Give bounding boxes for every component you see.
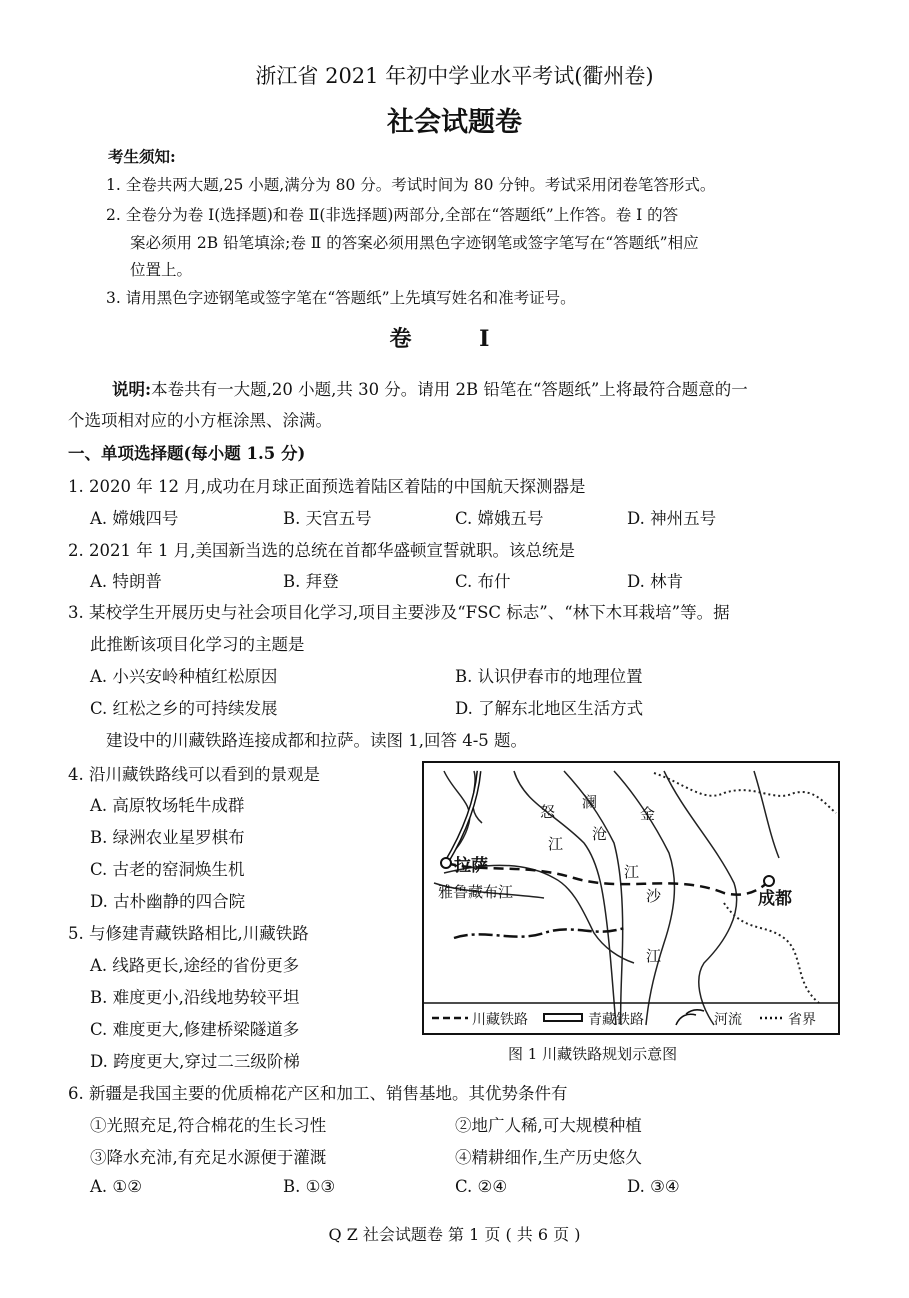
label-lancang-1: 澜 xyxy=(582,793,598,811)
q4-option-a: A. 高原牧场牦牛成群 xyxy=(90,796,245,815)
q5-stem: 5. 与修建青藏铁路相比,川藏铁路 xyxy=(68,924,309,943)
q6-option-b: B. ①③ xyxy=(283,1177,336,1196)
q3-option-b: B. 认识伊春市的地理位置 xyxy=(455,667,643,686)
part-title: 一、单项选择题(每小题 1.5 分) xyxy=(68,444,306,463)
q1-option-a: A. 嫦娥四号 xyxy=(90,509,179,528)
label-jinsha-1: 金 xyxy=(640,805,656,823)
boundary-line xyxy=(454,928,624,938)
q5-option-b: B. 难度更小,沿线地势较平坦 xyxy=(90,988,300,1007)
q6-item-4: ④精耕细作,生产历史悠久 xyxy=(455,1148,642,1167)
section-title: 卷 Ⅰ xyxy=(389,326,520,352)
q2-option-a: A. 特朗普 xyxy=(90,572,162,591)
q4-option-c: C. 古老的窑洞焕生机 xyxy=(90,860,245,879)
label-chengdu: 成都 xyxy=(758,889,792,909)
label-jinsha-2: 沙 xyxy=(646,887,662,905)
label-lancang-3: 江 xyxy=(624,863,640,881)
section-desc-line-1 xyxy=(112,376,748,400)
label-lancang-2: 沧 xyxy=(592,825,608,843)
q2-stem: 2. 2021 年 1 月,美国新当选的总统在首都华盛顿宣誓就职。该总统是 xyxy=(68,541,575,560)
desc-label: 说明: xyxy=(112,380,152,399)
page-footer: Q Z 社会试题卷 第 1 页 ( 共 6 页 ) xyxy=(328,1225,581,1244)
q2-option-d: D. 林肯 xyxy=(627,572,684,591)
q6-item-2: ②地广人稀,可大规模种植 xyxy=(455,1116,642,1135)
q3-option-d: D. 了解东北地区生活方式 xyxy=(455,699,644,718)
label-nu-2: 江 xyxy=(548,835,564,853)
q4-stem: 4. 沿川藏铁路线可以看到的景观是 xyxy=(68,765,320,784)
section-desc-line-2: 个选项相对应的小方框涂黑、涂满。 xyxy=(68,411,332,430)
q1-option-c: C. 嫦娥五号 xyxy=(455,509,544,528)
figure-caption: 图 1 川藏铁路规划示意图 xyxy=(508,1045,678,1063)
label-yarlung: 雅鲁藏布江 xyxy=(438,883,514,901)
q5-option-d: D. 跨度更大,穿过二三级阶梯 xyxy=(90,1052,300,1071)
label-jinsha-3: 江 xyxy=(646,947,662,965)
intro-q4-q5: 建设中的川藏铁路连接成都和拉萨。读图 1,回答 4-5 题。 xyxy=(106,731,528,750)
q1-stem: 1. 2020 年 12 月,成功在月球正面预选着陆区着陆的中国航天探测器是 xyxy=(68,477,586,496)
lhasa-marker xyxy=(441,858,451,868)
exam-title: 浙江省 2021 年初中学业水平考试(衢州卷) xyxy=(255,64,654,88)
q3-stem-line-1: 3. 某校学生开展历史与社会项目化学习,项目主要涉及“FSC 标志”、“林下木耳栽培”等。据 xyxy=(68,603,730,622)
desc-text: 本卷共有一大题,20 小题,共 30 分。请用 2B 铅笔在“答题纸”上将最符合题意的一 xyxy=(151,380,748,399)
legend-qinghai-tibet: 青藏铁路 xyxy=(588,1012,644,1028)
province-border xyxy=(654,773,836,1003)
q5-option-c: C. 难度更大,修建桥梁隧道多 xyxy=(90,1020,300,1039)
label-nu-1: 怒 xyxy=(540,803,556,821)
legend-border: 省界 xyxy=(788,1012,816,1028)
paper-title: 社会试题卷 xyxy=(387,107,522,138)
q3-stem-line-2: 此推断该项目化学习的主题是 xyxy=(90,635,305,654)
notice-line-1: 1. 全卷共两大题,25 小题,满分为 80 分。考试时间为 80 分钟。考试采用闭卷笔答形式。 xyxy=(106,176,716,194)
notice-line-2-cont: 案必须用 2B 铅笔填涂;卷 Ⅱ 的答案必须用黑色字迹钢笔或签字笔写在“答题纸”相应 xyxy=(130,234,699,252)
q6-stem: 6. 新疆是我国主要的优质棉花产区和加工、销售基地。其优势条件有 xyxy=(68,1084,568,1103)
q6-item-1: ①光照充足,符合棉花的生长习性 xyxy=(90,1116,327,1135)
q6-item-3: ③降水充沛,有充足水源便于灌溉 xyxy=(90,1148,327,1167)
railway-map xyxy=(422,761,840,1035)
q6-option-d: D. ③④ xyxy=(627,1177,680,1196)
q2-option-c: C. 布什 xyxy=(455,572,511,591)
notice-line-2-end: 位置上。 xyxy=(130,261,193,279)
q1-option-b: B. 天宫五号 xyxy=(283,509,372,528)
legend-river: 河流 xyxy=(714,1012,742,1028)
q2-option-b: B. 拜登 xyxy=(283,572,339,591)
label-lhasa: 拉萨 xyxy=(454,856,488,876)
q3-option-c: C. 红松之乡的可持续发展 xyxy=(90,699,278,718)
q6-option-a: A. ①② xyxy=(90,1177,142,1196)
q1-option-d: D. 神州五号 xyxy=(627,509,717,528)
legend-sichuan-tibet: 川藏铁路 xyxy=(472,1012,528,1028)
q4-option-b: B. 绿洲农业星罗棋布 xyxy=(90,828,245,847)
q5-option-a: A. 线路更长,途经的省份更多 xyxy=(90,956,300,975)
notice-line-2: 2. 全卷分为卷 Ⅰ(选择题)和卷 Ⅱ(非选择题)两部分,全部在“答题纸”上作答。卷 Ⅰ 的答 xyxy=(106,206,679,224)
q4-option-d: D. 古朴幽静的四合院 xyxy=(90,892,246,911)
notice-heading: 考生须知: xyxy=(108,147,176,166)
q6-option-c: C. ②④ xyxy=(455,1177,508,1196)
notice-line-3: 3. 请用黑色字迹钢笔或签字笔在“答题纸”上先填写姓名和准考证号。 xyxy=(106,289,576,307)
q3-option-a: A. 小兴安岭种植红松原因 xyxy=(90,667,278,686)
